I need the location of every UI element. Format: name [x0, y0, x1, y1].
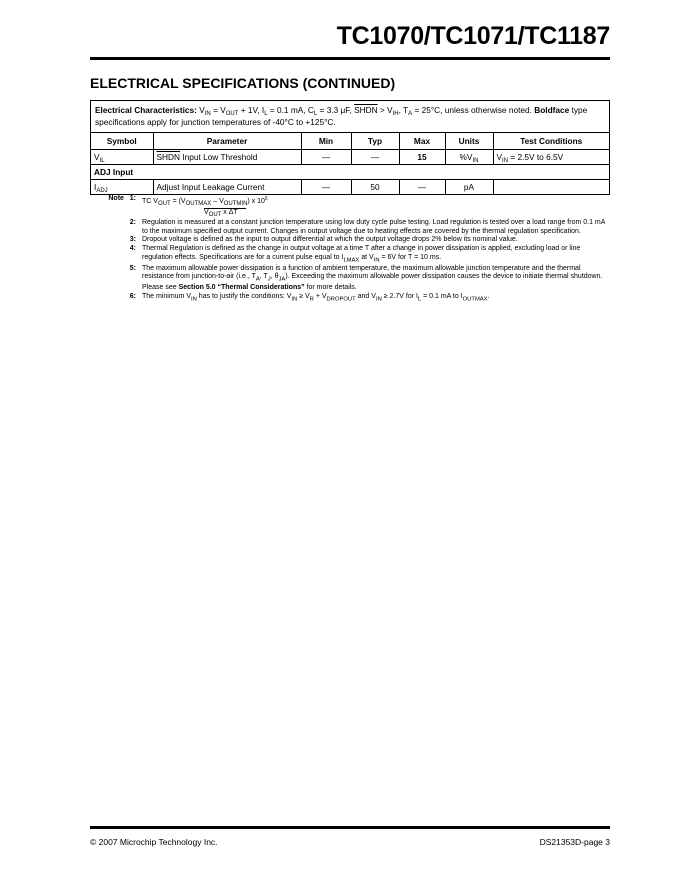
- spec-table: [91, 133, 609, 194]
- col-header-test-conditions: Test Conditions: [493, 133, 609, 150]
- note-number: 2:: [129, 219, 136, 227]
- note-text: The maximum allowable power dissipation is a function of ambient temperature, the maximum allowable junction temperature and the thermal resistance from junction-to-air (i.e., $T_A$, $T_J$, $\theta_{JA}$). Exceeding the maximum allowable power dissipation causes the device to initiate thermal shutdown. Please see Section 5.0 “Thermal Considerations” for more details.: [142, 264, 603, 292]
- cell-min: —: [301, 150, 351, 165]
- cell-max: 15: [399, 150, 445, 165]
- note-text: Dropout voltage is defined as the input to output differential at which the output voltage drops 2% below its nominal value.: [142, 236, 518, 244]
- notes-block: [90, 195, 610, 304]
- note-text: The minimum $V_{IN}$ has to justify the conditions: $V_{IN} \ge V_R + V_{DROPOUT}$ and $V_{IN} \ge 2.7V$ for $I_L = 0.1$ mA to $I_{OUTMAX}$.: [142, 292, 490, 303]
- footer-copyright: © 2007 Microchip Technology Inc.: [90, 837, 218, 847]
- cell-min: —: [301, 180, 351, 195]
- section-title: ELECTRICAL SPECIFICATIONS (CONTINUED): [90, 75, 396, 91]
- note-text: Thermal Regulation is defined as the change in output voltage at a time T after a change in power dissipation is applied, excluding load or line regulation effects. Specifications are for a current pulse equal to $I_{LMAX}$ at $V_{IN} = 6V$ for T = 10 ms.: [142, 244, 581, 263]
- cell-test-conditions: $V_{IN} = 2.5V$ to 6.5V: [493, 150, 609, 165]
- note-1-number: 1:: [129, 195, 136, 202]
- note-item: [90, 293, 610, 304]
- table-section-row: [91, 165, 609, 180]
- note-item: [90, 245, 610, 265]
- col-header-min: Min: [301, 133, 351, 150]
- cell-symbol: $V_{IL}$: [91, 150, 153, 165]
- cell-symbol: $I_{ADJ}$: [91, 180, 153, 195]
- note-number: 6:: [129, 292, 136, 300]
- document-title: TC1070/TC1071/TC1187: [336, 22, 610, 50]
- col-header-typ: Typ: [351, 133, 399, 150]
- note-item: [90, 265, 610, 293]
- cell-typ: 50: [351, 180, 399, 195]
- cell-test-conditions: [493, 180, 609, 195]
- note-number: [90, 195, 142, 204]
- note-item: [90, 236, 610, 245]
- col-header-symbol: Symbol: [106, 136, 137, 146]
- note-item: [90, 219, 610, 236]
- conditions-label: Electrical Characteristics:: [95, 105, 197, 115]
- col-header-max: Max: [399, 133, 445, 150]
- note-heading: Note: [108, 195, 124, 202]
- note-number: 4:: [129, 244, 136, 252]
- cell-typ: —: [351, 150, 399, 165]
- cell-parameter: Adjust Input Leakage Current: [153, 180, 301, 195]
- note-item: [90, 195, 610, 217]
- cell-units: pA: [445, 180, 493, 195]
- col-header-parameter: Parameter: [153, 133, 301, 150]
- note-text: Regulation is measured at a constant junction temperature using low duty cycle pulse testing. Load regulation is tested over a load range from 0.1 mA to the maximum specified output current. Changes in output voltage due to heating effects are covered by the thermal regulation specification.: [142, 219, 606, 235]
- note-text: TC $V_{OUT} = (V_{OUTMAX} - V_{OUTMIN})$ x $10^6$ $V_{OUT}$ x ΔT: [142, 196, 268, 218]
- cell-units: $\%V_{IN}$: [445, 150, 493, 165]
- footer-rule: [90, 826, 610, 829]
- cell-max: —: [399, 180, 445, 195]
- col-header-units: Units: [445, 133, 493, 150]
- electrical-characteristics-conditions: Electrical Characteristics: $V_{IN} = V_{OUT} + 1V$, $I_L = 0.1$ mA, $C_L = 3.3$ μF, SHDN > $V_{IH}$, $T_A = 25^\circ C$, unless otherwise noted. Boldface type specifications apply for junction temperatures of -40°C to +125°C.: [91, 101, 609, 133]
- footer-page-number: DS21353D-page 3: [539, 837, 610, 847]
- note-number: 5:: [129, 264, 136, 272]
- cell-parameter: SHDN Input Low Threshold: [153, 150, 301, 165]
- section-adj-input: ADJ Input: [91, 165, 609, 180]
- header-rule: [90, 57, 610, 60]
- spec-table-box: [90, 100, 610, 195]
- table-header-row: [91, 133, 609, 150]
- table-row: [91, 150, 609, 165]
- table-row: [91, 180, 609, 195]
- note-number: 3:: [129, 236, 136, 244]
